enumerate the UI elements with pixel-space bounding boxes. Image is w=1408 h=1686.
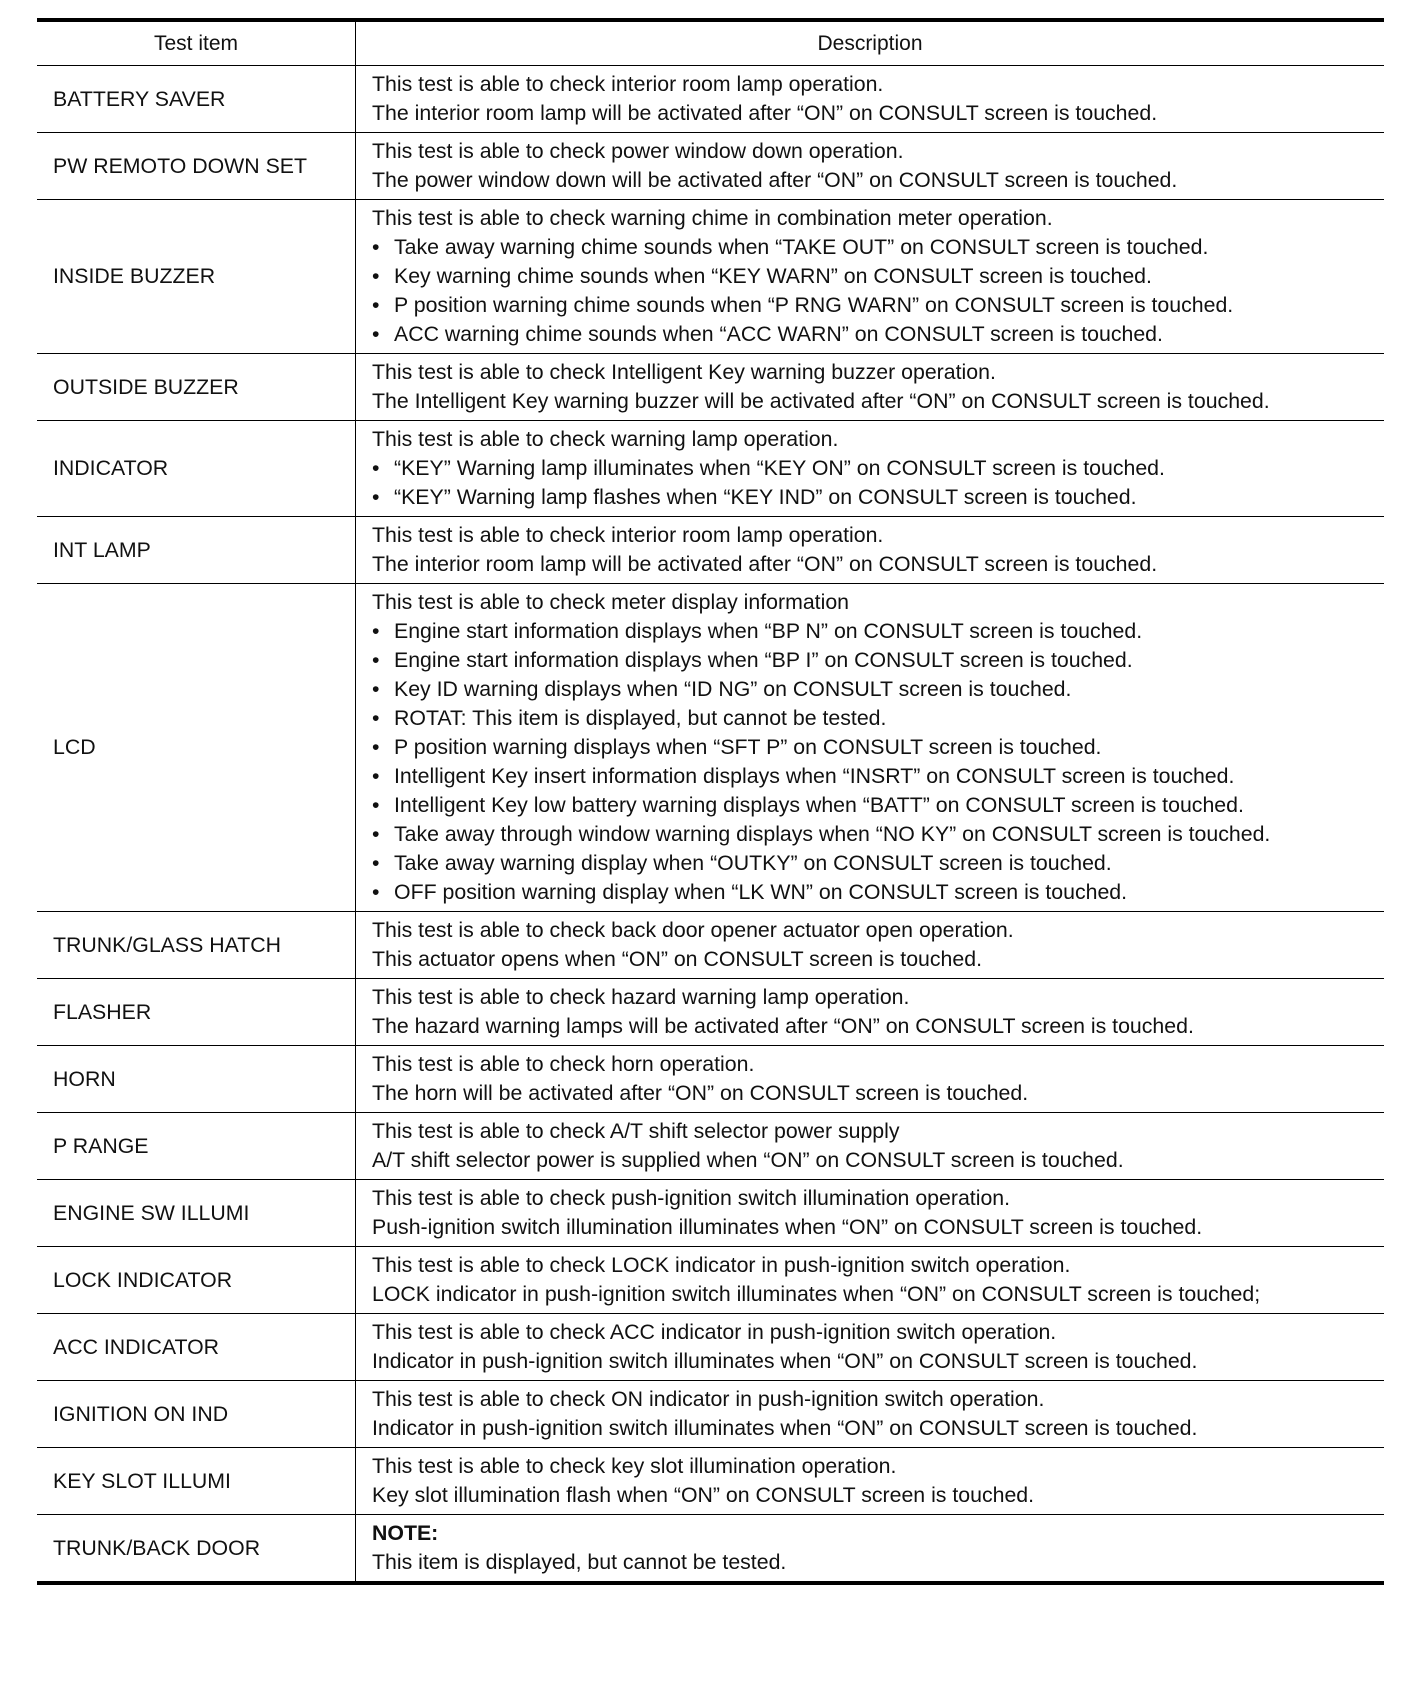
description-cell (356, 1515, 1385, 1584)
description-line: This test is able to check horn operation. (372, 1052, 755, 1076)
description-bullet: • Intelligent Key low battery warning displays when “BATT” on CONSULT screen is touched. (372, 791, 1376, 820)
table-row (37, 1448, 1384, 1515)
test-item-cell: IGNITION ON IND (37, 1381, 356, 1448)
description-cell (356, 584, 1385, 912)
description-line: This test is able to check A/T shift selector power supply (372, 1119, 900, 1143)
description-bullet: • P position warning chime sounds when “P RNG WARN” on CONSULT screen is touched. (372, 291, 1376, 320)
description-line: This test is able to check LOCK indicator in push-ignition switch operation. (372, 1253, 1071, 1277)
test-item-cell: LCD (37, 584, 356, 912)
description-cell (356, 421, 1385, 517)
description-bullet: • Key warning chime sounds when “KEY WARN” on CONSULT screen is touched. (372, 262, 1376, 291)
test-item-cell: OUTSIDE BUZZER (37, 354, 356, 421)
test-item-cell: INT LAMP (37, 517, 356, 584)
test-item-cell: TRUNK/BACK DOOR (37, 1515, 356, 1584)
table-row (37, 133, 1384, 200)
description-line: This test is able to check back door opener actuator open operation. (372, 918, 1014, 942)
description-line: This test is able to check warning lamp operation. (372, 427, 839, 451)
description-line: The hazard warning lamps will be activated after “ON” on CONSULT screen is touched. (372, 1014, 1194, 1038)
description-line: The power window down will be activated after “ON” on CONSULT screen is touched. (372, 168, 1178, 192)
test-item-cell: PW REMOTO DOWN SET (37, 133, 356, 200)
table-row (37, 354, 1384, 421)
note-label: NOTE: (372, 1521, 439, 1545)
test-item-cell: FLASHER (37, 979, 356, 1046)
description-line: This test is able to check warning chime in combination meter operation. (372, 206, 1053, 230)
description-line: Key slot illumination flash when “ON” on CONSULT screen is touched. (372, 1483, 1035, 1507)
description-line: This test is able to check ACC indicator in push-ignition switch operation. (372, 1320, 1057, 1344)
test-item-cell: BATTERY SAVER (37, 66, 356, 133)
table-row (37, 421, 1384, 517)
description-cell (356, 979, 1385, 1046)
table-row (37, 1515, 1384, 1584)
table-body (37, 66, 1384, 1584)
table-row (37, 912, 1384, 979)
description-bullet: • Take away warning display when “OUTKY” on CONSULT screen is touched. (372, 849, 1376, 878)
table-row (37, 1381, 1384, 1448)
table-row (37, 66, 1384, 133)
description-line: Push-ignition switch illumination illuminates when “ON” on CONSULT screen is touched. (372, 1215, 1203, 1239)
description-line: Indicator in push-ignition switch illuminates when “ON” on CONSULT screen is touched. (372, 1416, 1198, 1440)
description-line: This test is able to check push-ignition switch illumination operation. (372, 1186, 1011, 1210)
table-row (37, 200, 1384, 354)
description-bullet: • P position warning displays when “SFT P” on CONSULT screen is touched. (372, 733, 1376, 762)
test-item-cell: TRUNK/GLASS HATCH (37, 912, 356, 979)
table-row (37, 1180, 1384, 1247)
description-cell (356, 354, 1385, 421)
description-line: The horn will be activated after “ON” on CONSULT screen is touched. (372, 1081, 1029, 1105)
table-row (37, 1113, 1384, 1180)
description-line: This test is able to check ON indicator in push-ignition switch operation. (372, 1387, 1045, 1411)
description-cell (356, 133, 1385, 200)
table-row (37, 1046, 1384, 1113)
table-row (37, 584, 1384, 912)
description-bullet: • Take away through window warning displays when “NO KY” on CONSULT screen is touched. (372, 820, 1376, 849)
description-cell (356, 200, 1385, 354)
description-bullet: • Engine start information displays when “BP I” on CONSULT screen is touched. (372, 646, 1376, 675)
description-bullet: • Engine start information displays when “BP N” on CONSULT screen is touched. (372, 617, 1376, 646)
table-row (37, 1247, 1384, 1314)
description-line: This test is able to check meter display information (372, 590, 850, 614)
test-item-cell: ENGINE SW ILLUMI (37, 1180, 356, 1247)
test-item-cell: INDICATOR (37, 421, 356, 517)
test-item-table (37, 18, 1384, 1585)
description-line: This test is able to check power window down operation. (372, 139, 904, 163)
description-cell (356, 1180, 1385, 1247)
description-cell (356, 1381, 1385, 1448)
description-line: This test is able to check key slot illumination operation. (372, 1454, 897, 1478)
description-line: This test is able to check interior room lamp operation. (372, 523, 884, 547)
test-item-cell: LOCK INDICATOR (37, 1247, 356, 1314)
column-header-description: Description (356, 20, 1385, 66)
description-line: The Intelligent Key warning buzzer will be activated after “ON” on CONSULT screen is touched. (372, 389, 1270, 413)
description-bullet: • “KEY” Warning lamp flashes when “KEY IND” on CONSULT screen is touched. (372, 483, 1376, 512)
description-bullet: • Intelligent Key insert information displays when “INSRT” on CONSULT screen is touched. (372, 762, 1376, 791)
test-item-cell: P RANGE (37, 1113, 356, 1180)
description-cell (356, 1046, 1385, 1113)
description-line: This item is displayed, but cannot be tested. (372, 1550, 787, 1574)
test-item-cell: HORN (37, 1046, 356, 1113)
description-cell (356, 517, 1385, 584)
description-line: The interior room lamp will be activated after “ON” on CONSULT screen is touched. (372, 101, 1158, 125)
test-item-cell: INSIDE BUZZER (37, 200, 356, 354)
description-cell (356, 1247, 1385, 1314)
table-row (37, 1314, 1384, 1381)
description-cell (356, 66, 1385, 133)
description-line: This test is able to check hazard warning lamp operation. (372, 985, 910, 1009)
description-line: LOCK indicator in push-ignition switch illuminates when “ON” on CONSULT screen is touched; (372, 1282, 1261, 1306)
description-line: This test is able to check interior room lamp operation. (372, 72, 884, 96)
description-bullet: • Take away warning chime sounds when “TAKE OUT” on CONSULT screen is touched. (372, 233, 1376, 262)
description-line: The interior room lamp will be activated after “ON” on CONSULT screen is touched. (372, 552, 1158, 576)
test-item-cell: KEY SLOT ILLUMI (37, 1448, 356, 1515)
column-header-test-item: Test item (37, 20, 356, 66)
description-bullet: • OFF position warning display when “LK WN” on CONSULT screen is touched. (372, 878, 1376, 907)
description-bullet: • ROTAT: This item is displayed, but cannot be tested. (372, 704, 1376, 733)
description-cell (356, 1113, 1385, 1180)
description-bullet: • ACC warning chime sounds when “ACC WARN” on CONSULT screen is touched. (372, 320, 1376, 349)
table-header-row (37, 20, 1384, 66)
table-row (37, 517, 1384, 584)
description-cell (356, 1314, 1385, 1381)
description-line: Indicator in push-ignition switch illuminates when “ON” on CONSULT screen is touched. (372, 1349, 1198, 1373)
description-bullet: • “KEY” Warning lamp illuminates when “KEY ON” on CONSULT screen is touched. (372, 454, 1376, 483)
description-bullet: • Key ID warning displays when “ID NG” on CONSULT screen is touched. (372, 675, 1376, 704)
test-item-cell: ACC INDICATOR (37, 1314, 356, 1381)
description-cell (356, 912, 1385, 979)
description-line: This test is able to check Intelligent Key warning buzzer operation. (372, 360, 996, 384)
description-cell (356, 1448, 1385, 1515)
description-line: A/T shift selector power is supplied when “ON” on CONSULT screen is touched. (372, 1148, 1124, 1172)
table-row (37, 979, 1384, 1046)
description-line: This actuator opens when “ON” on CONSULT screen is touched. (372, 947, 982, 971)
